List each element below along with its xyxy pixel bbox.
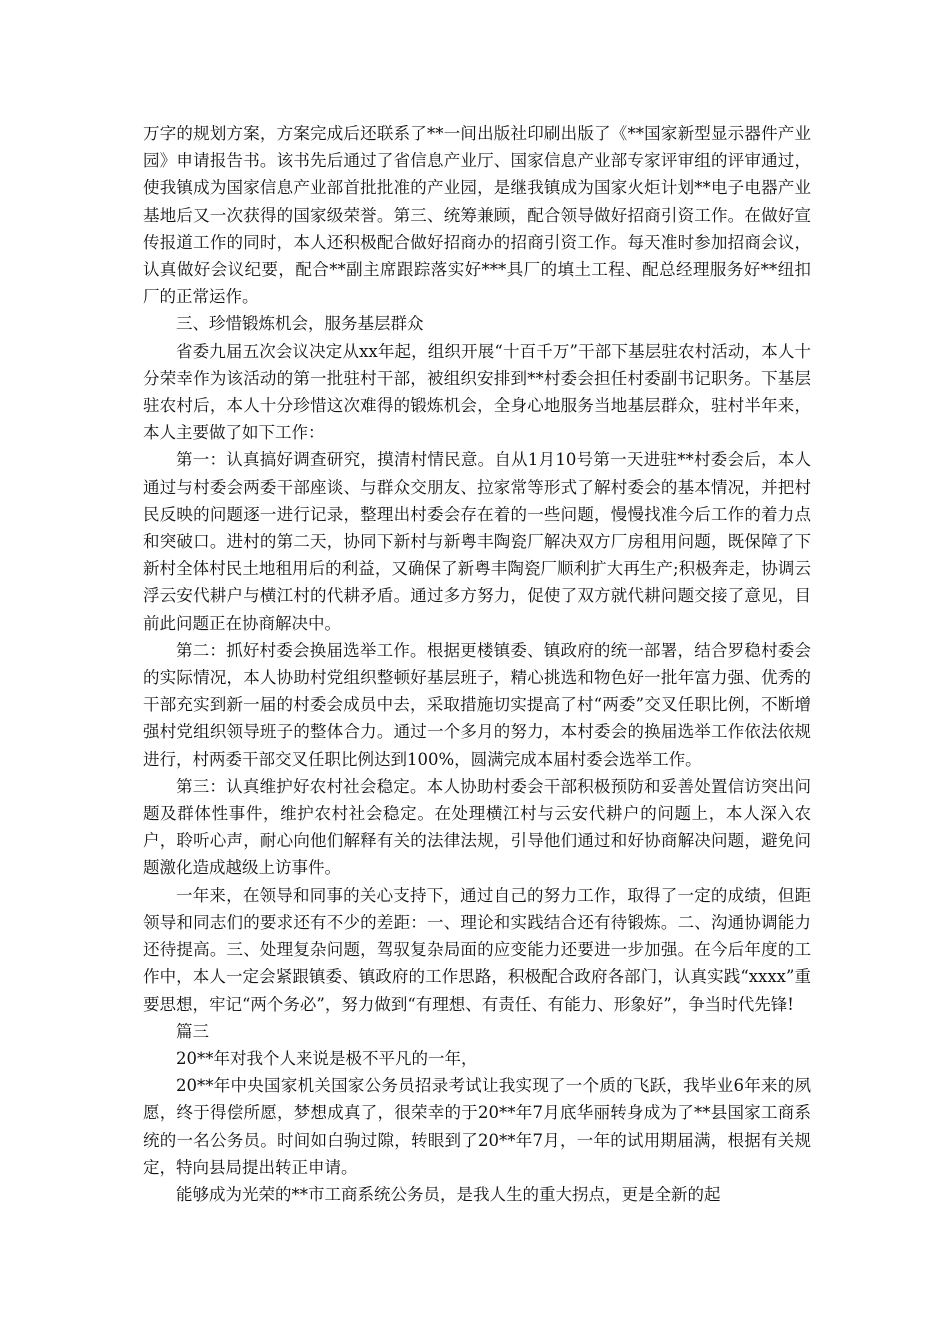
section-heading: 三、珍惜锻炼机会，服务基层群众: [176, 314, 424, 334]
paragraph: 20**年中央国家机关国家公务员招录考试让我实现了一个质的飞跃，我毕业6年来的夙愿，终于得偿所愿，梦想成真了，很荣幸的于20**年7月底华丽转身成为了**县国家工商系统的一名公务员。时间如白驹过隙，转眼到了20**年7月，一年的试用期届满，根据有关规定，特向县局提出转正申请。: [143, 1076, 811, 1177]
paragraph: 第一：认真搞好调查研究，摸清村情民意。自从1月10号第一天进驻**村委会后，本人通过与村委会两委干部座谈、与群众交朋友、拉家常等形式了解村委会的基本情况，并把村民反映的问题逐一进行记录，整理出村委会存在着的一些问题，慢慢找准今后工作的着力点和突破口。进村的第二天，协同下新村与新粤丰陶瓷厂解决双方厂房租用问题，既保障了下新村全体村民土地租用后的利益，又确保了新粤丰陶瓷厂顺利扩大再生产;积极奔走，协调云浮云安代耕户与横江村的代耕矛盾。通过多方努力，促使了双方就代耕问题交接了意见，目前此问题正在协商解决中。: [143, 450, 811, 633]
paragraph: 20**年对我个人来说是极不平凡的一年，: [176, 1048, 478, 1068]
paragraph-continued: 万字的规划方案，方案完成后还联系了**一间出版社印刷出版了《**国家新型显示器件产业园》申请报告书。该书先后通过了省信息产业厅、国家信息产业部专家评审组的评审通过，使我镇成为国家信息产业部首批批准的产业园，是继我镇成为国家火炬计划**电子电器产业基地后又一次获得的国家级荣誉。第三、统筹兼顾，配合领导做好招商引资工作。在做好宣传报道工作的同时，本人还积极配合做好招商办的招商引资工作。每天准时参加招商会议，认真做好会议纪要，配合**副主席跟踪落实好***具厂的填土工程、配总经理服务好**纽扣厂的正常运作。: [143, 124, 811, 307]
paragraph: 第二：抓好村委会换届选举工作。根据更楼镇委、镇政府的统一部署，结合罗稳村委会的实际情况，本人协助村党组织整顿好基层班子，精心挑选和物色好一批年富力强、优秀的干部充实到新一届的村委会成员中去，采取措施切实提高了村“两委”交叉任职比例，不断增强村党组织领导班子的整体合力。通过一个多月的努力，本村委会的换届选举工作依法依规进行，村两委干部交叉任职比例达到100%，圆满完成本届村委会选举工作。: [143, 640, 811, 769]
document-body: [143, 120, 811, 1208]
paragraph: 能够成为光荣的**市工商系统公务员，是我人生的重大拐点，更是全新的起: [176, 1184, 721, 1204]
paragraph: 一年来，在领导和同事的关心支持下，通过自己的努力工作，取得了一定的成绩，但距领导和同志们的要求还有不少的差距：一、理论和实践结合还有待锻炼。二、沟通协调能力还待提高。三、处理复杂问题，驾驭复杂局面的应变能力还要进一步加强。在今后年度的工作中，本人一定会紧跟镇委、镇政府的工作思路，积极配合政府各部门，认真实践“xxxx”重要思想，牢记“两个务必”，努力做到“有理想、有责任、有能力、形象好”，争当时代先锋!: [143, 885, 811, 1014]
paragraph: 第三：认真维护好农村社会稳定。本人协助村委会干部积极预防和妥善处置信访突出问题及群体性事件，维护农村社会稳定。在处理横江村与云安代耕户的问题上，本人深入农户，聆听心声，耐心向他们解释有关的法律法规，引导他们通过和好协商解决问题，避免问题激化造成越级上访事件。: [143, 776, 811, 878]
paragraph: 省委九届五次会议决定从xx年起，组织开展“十百千万”干部下基层驻农村活动，本人十分荣幸作为该活动的第一批驻村干部，被组织安排到**村委会担任村委副书记职务。下基层驻农村后，本人十分珍惜这次难得的锻炼机会，全身心地服务当地基层群众，驻村半年来，本人主要做了如下工作：: [143, 341, 811, 443]
section-title: 篇三: [176, 1021, 209, 1041]
